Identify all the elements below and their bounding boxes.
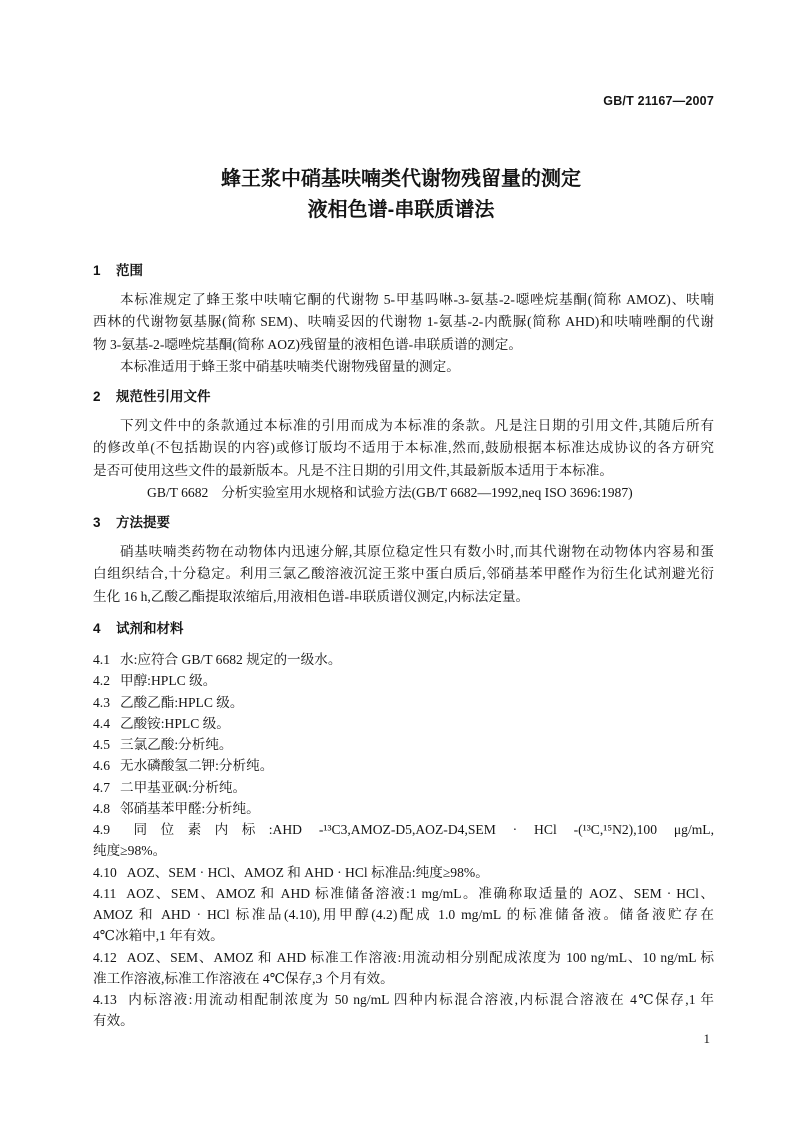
section-title: 试剂和材料 xyxy=(116,621,184,636)
item-text: 甲醇:HPLC 级。 xyxy=(120,673,217,689)
text-line: 纯度≥98%。 xyxy=(93,843,167,859)
text-line: 4℃冰箱中,1 年有效。 xyxy=(93,928,224,944)
list-item-4-7 xyxy=(93,777,714,798)
list-item-4-3 xyxy=(93,692,714,713)
paragraph xyxy=(93,541,714,608)
section-scope xyxy=(93,260,714,378)
item-number: 4.10 xyxy=(93,864,117,880)
list-item-4-6 xyxy=(93,755,714,776)
section-number: 1 xyxy=(93,263,101,278)
section-method-principle xyxy=(93,512,714,608)
reference-code: GB/T 6682 xyxy=(147,484,209,500)
text-line xyxy=(93,798,714,819)
paragraph xyxy=(93,356,714,378)
text-line xyxy=(93,755,714,776)
item-text: 邻硝基苯甲醛:分析纯。 xyxy=(120,800,260,816)
item-number: 4.8 xyxy=(93,800,110,816)
item-text: 同位素内标:AHD -¹³C3,AMOZ-D5,AOZ-D4,SEM · HCl -(¹³C,¹⁵N2),100 μg/mL, xyxy=(120,822,714,837)
list-item-4-8 xyxy=(93,798,714,819)
section-heading xyxy=(93,618,714,640)
text-line xyxy=(93,777,714,798)
document-title xyxy=(0,164,802,226)
item-text: 乙酸铵:HPLC 级。 xyxy=(120,715,230,731)
item-number: 4.13 xyxy=(93,992,117,1007)
item-text: AOZ、SEM、AMOZ 和 AHD 标准储备溶液:1 mg/mL。准确称取适量的 AOZ、SEM · HCl、 xyxy=(126,885,714,901)
text-line: 有效。 xyxy=(93,1013,134,1029)
item-text: 无水磷酸氢二钾:分析纯。 xyxy=(120,758,274,774)
item-number: 4.3 xyxy=(93,694,110,710)
section-number: 2 xyxy=(93,389,101,404)
item-number: 4.9 xyxy=(93,822,110,837)
section-number: 3 xyxy=(93,515,101,530)
section-number: 4 xyxy=(93,621,101,636)
paragraph xyxy=(93,289,714,356)
text-line: 西林的代谢物氨基脲(简称 SEM)、呋喃妥因的代谢物 1-氨基-2-内酰脲(简称 AHD)和呋喃唑酮的代谢 xyxy=(93,314,714,330)
item-text: 三氯乙酸:分析纯。 xyxy=(120,737,233,752)
item-number: 4.12 xyxy=(93,949,117,965)
section-reagents-materials xyxy=(93,618,714,1032)
section-title: 方法提要 xyxy=(116,515,170,530)
item-text: 二甲基亚砜:分析纯。 xyxy=(120,779,247,795)
text-line xyxy=(93,713,714,734)
title-line-2: 液相色谱-串联质谱法 xyxy=(307,199,495,221)
reference-title: 分析实验室用水规格和试验方法(GB/T 6682—1992,neq ISO 3696:1987) xyxy=(221,484,633,500)
section-heading xyxy=(93,512,714,534)
text-line: 下列文件中的条款通过本标准的引用而成为本标准的条款。凡是注日期的引用文件,其随后所有 xyxy=(120,418,714,433)
item-number: 4.11 xyxy=(93,885,117,901)
paragraph xyxy=(93,415,714,482)
list-item-4-12 xyxy=(93,947,714,990)
item-text: 内标溶液:用流动相配制浓度为 50 ng/mL 四种内标混合溶液,内标混合溶液在 4℃保存,1 年 xyxy=(126,992,714,1007)
list-item-4-4 xyxy=(93,713,714,734)
list-item-4-2 xyxy=(93,670,714,691)
title-line-1: 蜂王浆中硝基呋喃类代谢物残留量的测定 xyxy=(221,168,581,190)
text-line xyxy=(93,947,714,968)
text-line xyxy=(93,670,714,691)
item-number: 4.2 xyxy=(93,673,110,689)
list-item-4-10 xyxy=(93,862,714,883)
item-text: AOZ、SEM、AMOZ 和 AHD 标准工作溶液:用流动相分别配成浓度为 100 ng/mL、10 ng/mL 标 xyxy=(126,949,714,965)
item-number: 4.4 xyxy=(93,715,110,731)
text-line: 本标准适用于蜂王浆中硝基呋喃类代谢物残留量的测定。 xyxy=(120,358,460,374)
section-heading xyxy=(93,260,714,282)
item-text: AOZ、SEM · HCl、AMOZ 和 AHD · HCl 标准品:纯度≥98%。 xyxy=(126,864,489,880)
list-item-4-1 xyxy=(93,649,714,670)
reference-entry xyxy=(93,482,714,504)
text-line: 是否可使用这些文件的最新版本。凡是不注日期的引用文件,其最新版本适用于本标准。 xyxy=(93,462,613,478)
section-heading xyxy=(93,386,714,408)
text-line: AMOZ 和 AHD · HCl 标准品(4.10),用甲醇(4.2)配成 1.0 mg/mL 的标准储备液。储备液贮存在 xyxy=(93,907,714,922)
text-line: 白组织结合,十分稳定。利用三氯乙酸溶液沉淀王浆中蛋白质后,邻硝基苯甲醛作为衍生化试剂避光衍 xyxy=(93,566,714,582)
text-line xyxy=(93,862,714,883)
text-line: 硝基呋喃类药物在动物体内迅速分解,其原位稳定性只有数小时,而其代谢物在动物体内容易和蛋 xyxy=(120,544,714,559)
text-line xyxy=(93,989,714,1010)
item-number: 4.1 xyxy=(93,652,110,667)
list-item-4-9 xyxy=(93,819,714,862)
section-title: 范围 xyxy=(116,263,143,278)
text-line: 的修改单(不包括勘误的内容)或修订版均不适用于本标准,然而,鼓励根据本标准达成协议的各方研究 xyxy=(93,440,714,456)
text-line xyxy=(93,649,714,670)
item-number: 4.6 xyxy=(93,758,110,774)
page-number: 1 xyxy=(703,1031,710,1046)
text-line xyxy=(93,819,714,840)
text-line: 生化 16 h,乙酸乙酯提取浓缩后,用液相色谱-串联质谱仪测定,内标法定量。 xyxy=(93,588,530,604)
text-line: 物 3-氨基-2-噁唑烷基酮(简称 AOZ)残留量的液相色谱-串联质谱的测定。 xyxy=(93,336,522,352)
list-item-4-11 xyxy=(93,883,714,947)
section-title: 规范性引用文件 xyxy=(116,389,211,404)
list-item-4-13 xyxy=(93,989,714,1032)
text-line xyxy=(93,734,714,755)
item-text: 水:应符合 GB/T 6682 规定的一级水。 xyxy=(120,652,342,667)
list-item-4-5 xyxy=(93,734,714,755)
item-text: 乙酸乙酯:HPLC 级。 xyxy=(120,694,244,710)
standard-code: GB/T 21167—2007 xyxy=(603,94,714,108)
item-number: 4.5 xyxy=(93,737,110,752)
text-line: 准工作溶液,标准工作溶液在 4℃保存,3 个月有效。 xyxy=(93,970,394,986)
text-line xyxy=(93,692,714,713)
item-number: 4.7 xyxy=(93,779,110,795)
text-line xyxy=(93,883,714,904)
text-line: 本标准规定了蜂王浆中呋喃它酮的代谢物 5-甲基吗啉-3-氨基-2-噁唑烷基酮(简称 AMOZ)、呋喃 xyxy=(120,292,714,307)
section-normative-references xyxy=(93,386,714,504)
